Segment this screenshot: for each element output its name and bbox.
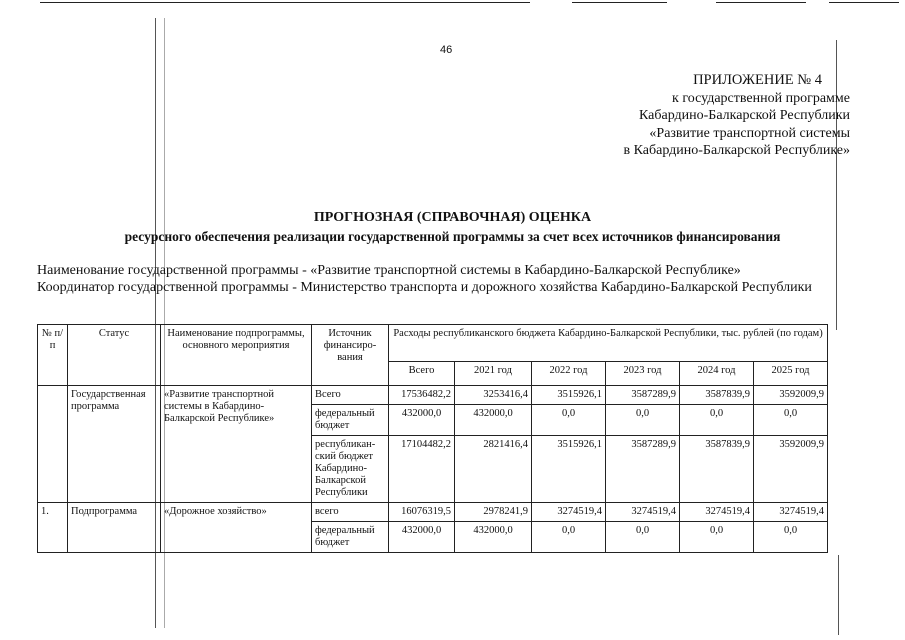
cell-value: 3253416,4 [455,386,532,405]
cell-value: 3274519,4 [754,503,828,522]
row-source: всего [312,503,389,522]
cell-value: 0,0 [680,522,754,553]
cell-value: 3274519,4 [606,503,680,522]
cell-value: 0,0 [532,405,606,436]
program-info [37,262,867,296]
cell-value: 0,0 [754,405,828,436]
cell-value: 3587289,9 [606,436,680,503]
program-coordinator: Координатор государственной программы - Министерство транспорта и дорожного хозяйства Кабардино-Балкарской Республики [37,280,812,295]
header-year: 2025 год [754,362,828,386]
cell-value: 2978241,9 [455,503,532,522]
title-line-2: ресурсного обеспечения реализации государственной программы за счет всех источников финансирования [124,229,781,244]
header-year: 2022 год [532,362,606,386]
cell-value: 3592009,9 [754,386,828,405]
header-source: Источник финансиро-вания [312,325,389,386]
cell-value: 3274519,4 [680,503,754,522]
cell-value: 3274519,4 [532,503,606,522]
scan-fold-right-low [838,555,839,635]
cell-value: 3515926,1 [532,436,606,503]
row-status: Подпрограмма [68,503,161,553]
header-year: 2023 год [606,362,680,386]
cell-value: 0,0 [680,405,754,436]
cell-value: 432000,0 [389,522,455,553]
cell-value: 3592009,9 [754,436,828,503]
cell-value: 3587839,9 [680,436,754,503]
scan-line-top-1 [40,2,530,3]
cell-value: 0,0 [606,522,680,553]
row-source: федеральный бюджет [312,405,389,436]
scan-line-top-2 [572,2,667,3]
table-row [38,386,828,405]
header-year: 2024 год [680,362,754,386]
cell-value: 0,0 [532,522,606,553]
header-status: Статус [68,325,161,386]
title-line-1: ПРОГНОЗНАЯ (СПРАВОЧНАЯ) ОЦЕНКА [313,210,592,225]
cell-value: 0,0 [754,522,828,553]
row-name: «Развитие транспортной системы в Кабардино-Балкарской Республике» [161,386,312,503]
row-source: республикан-ский бюджет Кабардино-Балкарской Республики [312,436,389,503]
row-status: Государственная программа [68,386,161,503]
table-row [38,503,828,522]
cell-value: 17536482,2 [389,386,455,405]
appendix-line-4: «Развитие транспортной системы [649,125,850,141]
budget-table [37,324,828,553]
header-num: № п/п [38,325,68,386]
row-num [38,386,68,503]
row-num: 1. [38,503,68,553]
program-name: Наименование государственной программы - «Развитие транспортной системы в Кабардино-Балкарской Республике» [37,263,741,278]
cell-value: 432000,0 [455,522,532,553]
cell-value: 3515926,1 [532,386,606,405]
cell-value: 17104482,2 [389,436,455,503]
cell-value: 432000,0 [389,405,455,436]
scan-line-top-3 [716,2,806,3]
appendix-title: ПРИЛОЖЕНИЕ № 4 [693,72,822,88]
cell-value: 16076319,5 [389,503,455,522]
document-title [0,208,905,246]
appendix-line-3: Кабардино-Балкарской Республики [639,108,850,123]
cell-value: 432000,0 [455,405,532,436]
page-number: 46 [440,44,453,56]
cell-value: 3587839,9 [680,386,754,405]
appendix-line-2: к государственной программе [672,90,850,106]
scan-line-top-4 [829,2,899,3]
row-source: федеральный бюджет [312,522,389,553]
appendix-line-5: в Кабардино-Балкарской Республике» [623,143,850,158]
header-year: Всего [389,362,455,386]
cell-value: 0,0 [606,405,680,436]
header-year: 2021 год [455,362,532,386]
row-source: Всего [312,386,389,405]
cell-value: 3587289,9 [606,386,680,405]
header-name: Наименование подпрограммы, основного мероприятия [161,325,312,386]
appendix-block [624,72,850,160]
header-expenses: Расходы республиканского бюджета Кабардино-Балкарской Республики, тыс. рублей (по годам) [389,325,828,362]
row-name: «Дорожное хозяйство» [161,503,312,553]
cell-value: 2821416,4 [455,436,532,503]
